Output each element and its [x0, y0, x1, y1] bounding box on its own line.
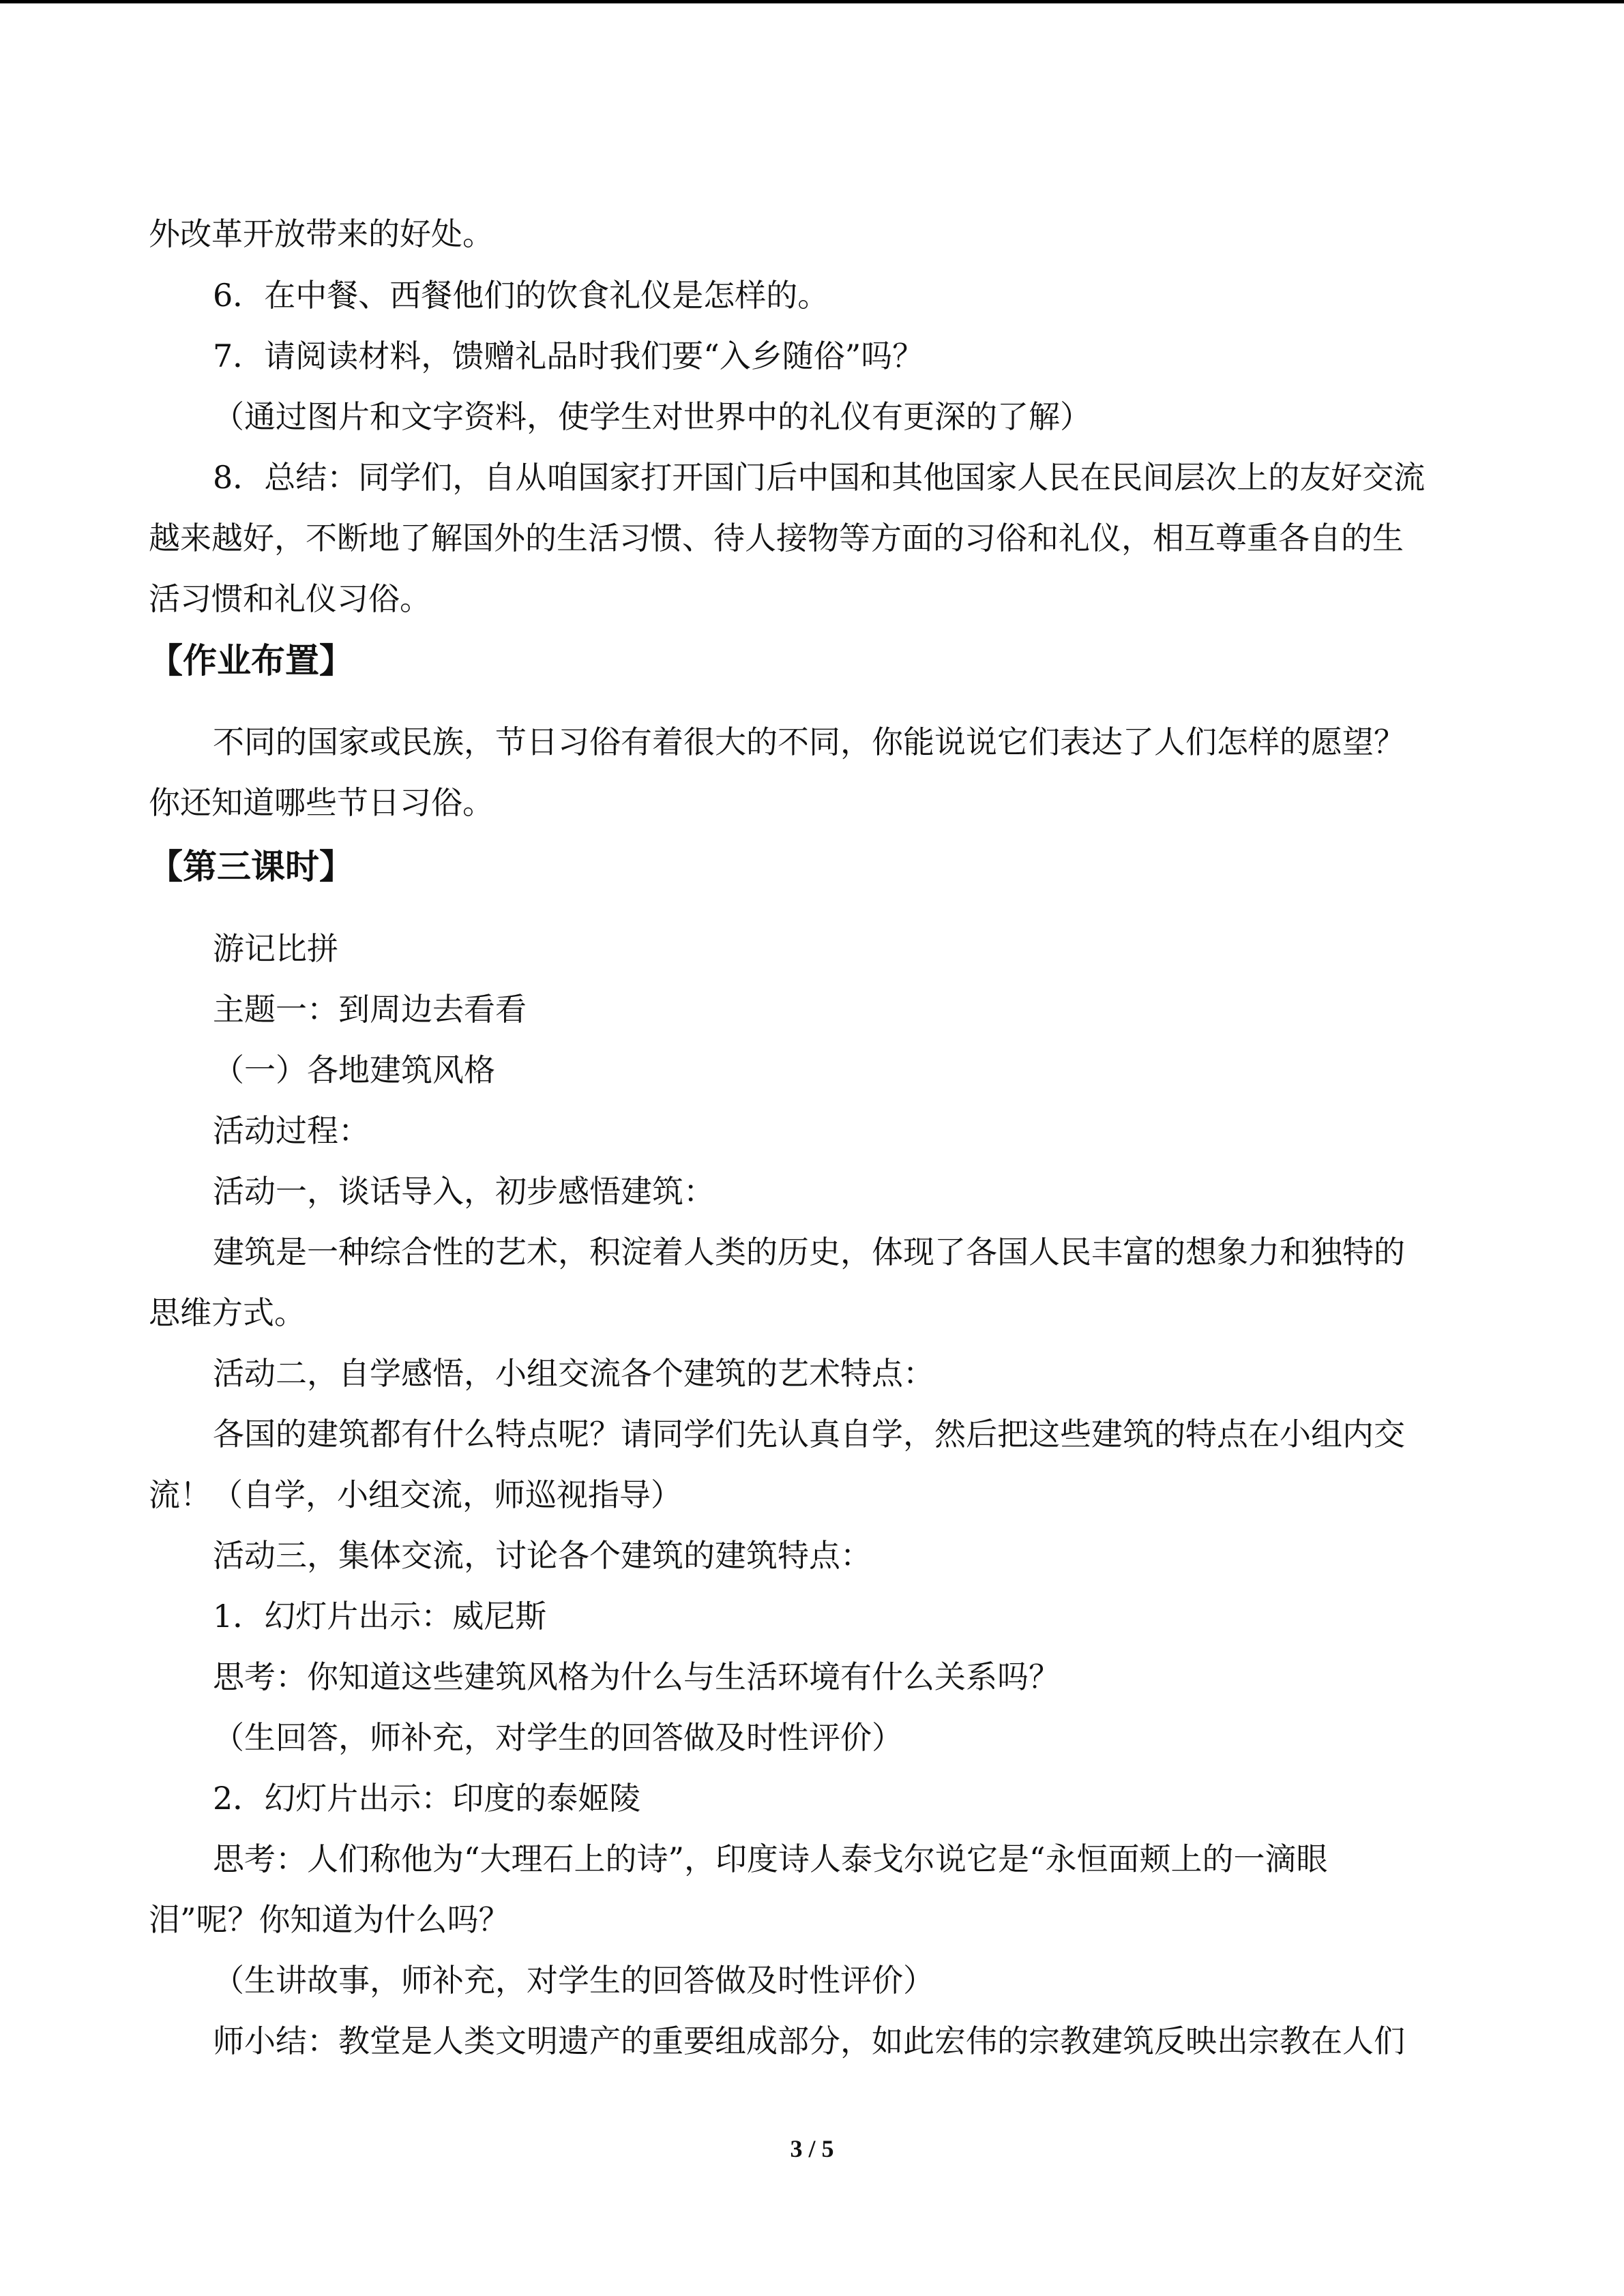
paragraph-line: 越来越好，不断地了解国外的生活习惯、待人接物等方面的习俗和礼仪，相互尊重各自的生 — [149, 520, 1404, 556]
paragraph-line: 活动二，自学感悟，小组交流各个建筑的艺术特点： — [213, 1355, 934, 1392]
paragraph-line: 不同的国家或民族，节日习俗有着很大的不同，你能说说它们表达了人们怎样的愿望？ — [213, 724, 1405, 760]
paragraph-line: 活动一，谈话导入，初步感悟建筑： — [213, 1173, 715, 1210]
paragraph-line: 各国的建筑都有什么特点呢？请同学们先认真自学，然后把这些建筑的特点在小组内交 — [213, 1416, 1405, 1452]
paragraph-line: 游记比拼 — [213, 930, 338, 967]
paragraph-line: 师小结：教堂是人类文明遗产的重要组成部分，如此宏伟的宗教建筑反映出宗教在人们 — [213, 2023, 1405, 2059]
list-item: 8．总结：同学们，自从咱国家打开国门后中国和其他国家人民在民间层次上的友好交流 — [213, 459, 1426, 496]
paragraph-line: 泪”呢？你知道为什么吗？ — [149, 1901, 510, 1938]
paragraph-line: （生讲故事，师补充，对学生的回答做及时性评价） — [213, 1962, 934, 1999]
paragraph-line: （生回答，师补充，对学生的回答做及时性评价） — [213, 1719, 903, 1756]
paragraph-line: 你还知道哪些节日习俗。 — [149, 784, 494, 821]
paragraph-line: 活动三，集体交流，讨论各个建筑的建筑特点： — [213, 1537, 872, 1574]
paragraph-line: 活动过程： — [213, 1112, 370, 1149]
paragraph-line: 建筑是一种综合性的艺术，积淀着人类的历史，体现了各国人民丰富的想象力和独特的 — [213, 1234, 1405, 1270]
list-item: 6．在中餐、西餐他们的饮食礼仪是怎样的。 — [213, 277, 829, 314]
paragraph-line: 外改革开放带来的好处。 — [149, 215, 494, 252]
section-heading-homework: 【作业布置】 — [149, 641, 353, 681]
paragraph-line: 思考：你知道这些建筑风格为什么与生活环境有什么关系吗？ — [213, 1658, 1060, 1695]
paragraph-line: 主题一：到周边去看看 — [213, 991, 527, 1028]
paragraph-line: 流！（自学，小组交流，师巡视指导） — [149, 1476, 682, 1513]
list-item: 1．幻灯片出示：威尼斯 — [213, 1598, 547, 1635]
page-number: 3 / 5 — [790, 2135, 834, 2162]
paragraph-line: （一）各地建筑风格 — [213, 1052, 495, 1088]
paragraph-line: 活习惯和礼仪习俗。 — [149, 580, 431, 617]
section-heading-third-lesson: 【第三课时】 — [149, 847, 353, 886]
paragraph-line: （通过图片和文字资料，使学生对世界中的礼仪有更深的了解） — [213, 398, 1091, 435]
paragraph-line: 思维方式。 — [149, 1294, 306, 1331]
list-item: 2．幻灯片出示：印度的泰姬陵 — [213, 1780, 641, 1817]
list-item: 7．请阅读材料，馈赠礼品时我们要“入乡随俗”吗？ — [213, 338, 924, 374]
paragraph-line: 思考：人们称他为“大理石上的诗”，印度诗人泰戈尔说它是“永恒面颊上的一滴眼 — [213, 1840, 1328, 1877]
